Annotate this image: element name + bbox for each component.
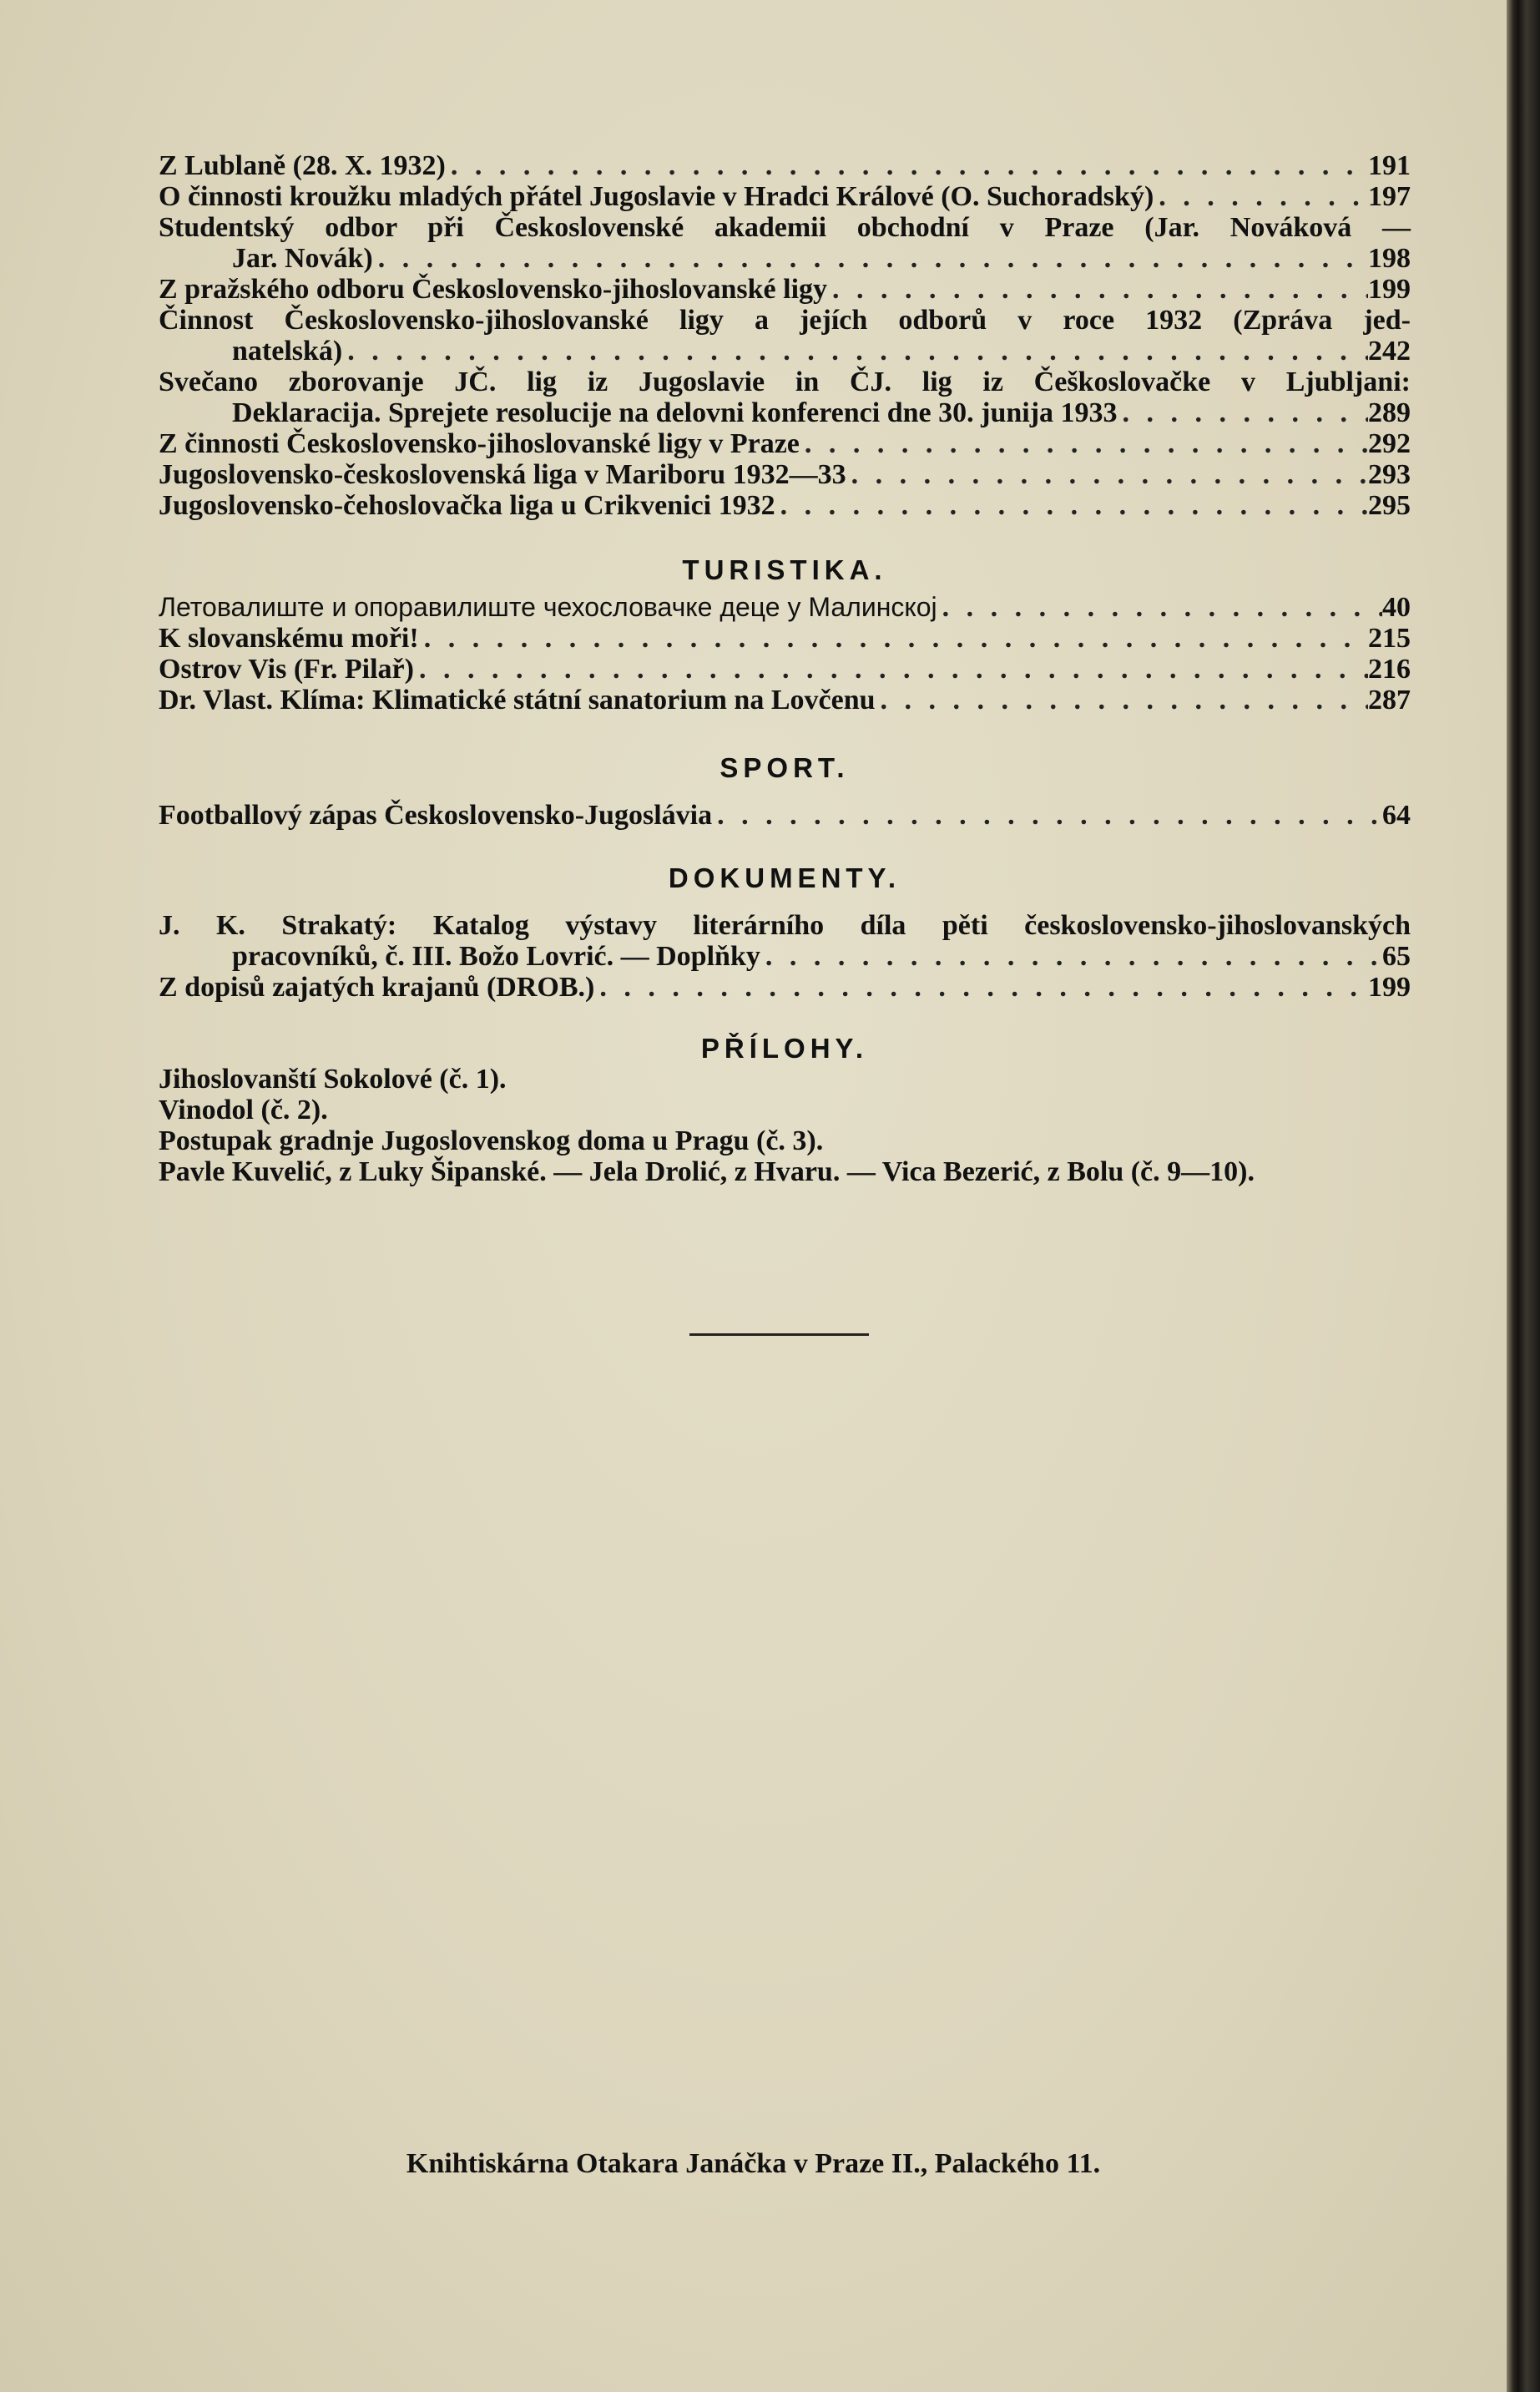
leader-dots: [414, 654, 1368, 685]
toc-entry: [159, 910, 1411, 972]
leader-dots: [800, 428, 1368, 459]
toc-entry-page: 295: [1368, 490, 1411, 521]
toc-entry-title: K slovanskému moři!: [159, 623, 419, 654]
leader-dots: [594, 972, 1368, 1003]
attachment-item: Jihoslovanští Sokolové (č. 1).: [159, 1064, 507, 1095]
toc-entry-page: 292: [1368, 428, 1411, 459]
toc-entry: [159, 367, 1411, 428]
divider-rule: [689, 1333, 869, 1336]
toc-entry-page: 242: [1368, 336, 1411, 367]
leader-dots: [419, 623, 1368, 654]
leader-dots: [846, 459, 1368, 490]
section-heading-sport: SPORT.: [720, 752, 850, 783]
toc-entry-page: 198: [1368, 243, 1411, 274]
attachment-item: Postupak gradnje Jugoslovenskog doma u Pragu (č. 3).: [159, 1125, 824, 1156]
toc-entry-page: 40: [1382, 592, 1411, 623]
toc-entry: [159, 212, 1411, 274]
toc-entry-page: 216: [1368, 654, 1411, 685]
toc-entry: [159, 800, 1411, 831]
leader-dots: [760, 941, 1382, 972]
toc-entry-page: 199: [1368, 972, 1411, 1003]
leader-dots: [876, 685, 1368, 716]
leader-dots: [712, 800, 1382, 831]
leader-dots: [827, 274, 1368, 305]
printer-imprint: Knihtiskárna Otakara Janáčka v Praze II., Palackého 11.: [406, 2148, 1101, 2179]
toc-entry: [159, 623, 1411, 654]
attachment-item: Vinodol (č. 2).: [159, 1095, 328, 1125]
toc-entry-title: Jugoslovensko-čehoslovačka liga u Crikvenici 1932: [159, 490, 775, 521]
leader-dots: [342, 336, 1368, 367]
toc-entry: [159, 305, 1411, 367]
toc-entry: [159, 490, 1411, 521]
toc-entry-title-line1: Svečano zborovanje JČ. lig iz Jugoslavie in ČJ. lig iz Češkoslovačke v Ljubljani:: [159, 367, 1411, 397]
toc-entry: [159, 972, 1411, 1003]
toc-entry: [159, 592, 1411, 623]
toc-entry-title: Deklaracija. Sprejete resolucije na delovni konferenci dne 30. junija 1933: [232, 397, 1118, 428]
leader-dots: [775, 490, 1368, 521]
toc-entry-title-line1: Činnost Československo-jihoslovanské ligy a jejích odborů v roce 1932 (Zpráva jed-: [159, 305, 1411, 336]
toc-entry-page: 65: [1382, 941, 1411, 972]
toc-entry: [159, 274, 1411, 305]
toc-entry-title: Z dopisů zajatých krajanů (DROB.): [159, 972, 595, 1003]
toc-entry-page: 215: [1368, 623, 1411, 654]
toc-entry-page: 191: [1368, 150, 1411, 181]
toc-entry-title: natelská): [232, 336, 343, 367]
toc-entry-title: Z pražského odboru Československo-jihoslovanské ligy: [159, 274, 828, 305]
toc-entry-page: 197: [1368, 181, 1411, 212]
toc-entry-title: Jugoslovensko-československá liga v Mariboru 1932—33: [159, 459, 846, 490]
attachment-item: Pavle Kuvelić, z Luky Šipanské. — Jela Drolić, z Hvaru. — Vica Bezerić, z Bolu (č. 9—10).: [159, 1156, 1255, 1187]
toc-entry-title-line1: J. K. Strakatý: Katalog výstavy literárního díla pěti československo-jihoslovanských: [159, 910, 1411, 941]
toc-entry-title-line1: Studentský odbor při Československé akademii obchodní v Praze (Jar. Nováková —: [159, 212, 1411, 243]
toc-entry-page: 293: [1368, 459, 1411, 490]
toc-entry-page: 289: [1368, 397, 1411, 428]
toc-entry-page: 64: [1382, 800, 1411, 831]
toc-entry-title: Dr. Vlast. Klíma: Klimatické státní sanatorium na Lovčenu: [159, 685, 876, 716]
toc-entry-page: 199: [1368, 274, 1411, 305]
section-heading-dokumenty: DOKUMENTY.: [668, 862, 901, 893]
toc-entry-title: Footballový zápas Československo-Jugoslávia: [159, 800, 713, 831]
toc-entry-title: Jar. Novák): [232, 243, 373, 274]
toc-entry: [159, 685, 1411, 716]
toc-entry: [159, 181, 1411, 212]
section-heading-prilohy: PŘÍLOHY.: [700, 1033, 869, 1064]
toc-entry: [159, 654, 1411, 685]
toc-entry-title: Z Lublaně (28. X. 1932): [159, 150, 446, 181]
toc-entry: [159, 459, 1411, 490]
toc-entry-title: Z činnosti Československo-jihoslovanské ligy v Praze: [159, 428, 800, 459]
section-heading-turistika: TURISTIKA.: [682, 554, 887, 585]
leader-dots: [446, 150, 1368, 181]
leader-dots: [1154, 181, 1368, 212]
table-of-contents: [159, 150, 1411, 1187]
leader-dots: [1118, 397, 1368, 428]
toc-entry: [159, 150, 1411, 181]
leader-dots: [373, 243, 1368, 274]
toc-entry-title: Ostrov Vis (Fr. Pilař): [159, 654, 414, 685]
toc-entry: [159, 428, 1411, 459]
toc-entry-title: Летовалиште и опоравилиште чехословачке деце у Малинској: [159, 592, 937, 622]
toc-entry-page: 287: [1368, 685, 1411, 716]
toc-entry-title: O činnosti kroužku mladých přátel Jugoslavie v Hradci Králové (O. Suchoradský): [159, 181, 1154, 212]
leader-dots: [937, 592, 1382, 623]
page-binding-edge: [1507, 0, 1540, 2392]
toc-entry-title: pracovníků, č. III. Božo Lovrić. — Doplňky: [232, 941, 760, 972]
